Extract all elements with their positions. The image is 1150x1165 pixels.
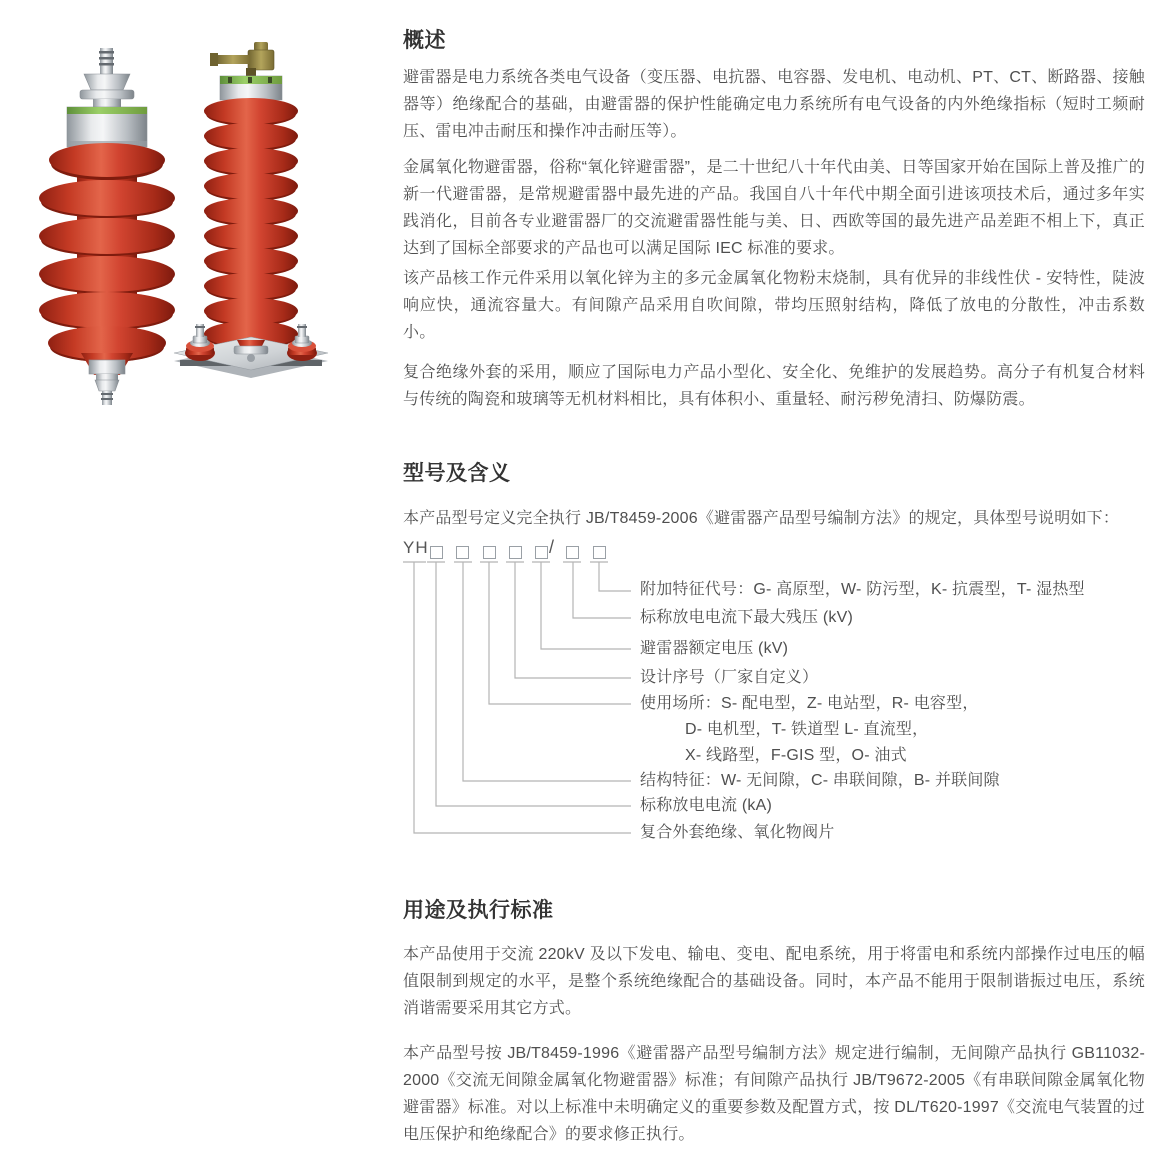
- model-label-rated-voltage: 避雷器额定电压 (kV): [640, 640, 789, 657]
- model-label-max-residual-voltage: 标称放电电流下最大残压 (kV): [640, 609, 853, 626]
- usage-paragraph-2: 本产品型号按 JB/T8459-1996《避雷器产品型号编制方法》规定进行编制，无间隙产品执行 GB11032-2000《交流无间隙金属氧化物避雷器》标准；有间隙产品执行 JB/T9672-2005《有串联间隙金属氧化物避雷器》标准。对以上标准中未明确定义的重要参数及配置方式，按 DL/T620-1997《交流电气装置的过电压保护和绝缘配合》的要求修正执行。: [403, 1045, 1145, 1143]
- overview-paragraph-4: 复合绝缘外套的采用，顺应了国际电力产品小型化、安全化、免维护的发展趋势。高分子有机复合材料与传统的陶瓷和玻璃等无机材料相比，具有体积小、重量轻、耐污秽免清扫、防爆防震。: [403, 364, 1145, 408]
- model-code-diagram: [403, 538, 1148, 850]
- model-code-prefix: YH: [403, 538, 429, 557]
- model-label-composite-housing: 复合外套绝缘、氧化物阀片: [640, 824, 835, 841]
- usage-title: 用途及执行标准: [403, 899, 554, 922]
- model-code-slash: /: [549, 537, 555, 557]
- overview-paragraph-1: 避雷器是电力系统各类电气设备（变压器、电抗器、电容器、发电机、电动机、PT、CT、断路器、接触器等）绝缘配合的基础，由避雷器的保护性能确定电力系统所有电气设备的内外绝缘指标（短时工频耐压、雷电冲击耐压和操作冲击耐压等）。: [403, 69, 1145, 140]
- usage-paragraph-1: 本产品使用于交流 220kV 及以下发电、输电、变电、配电系统，用于将雷电和系统内部操作过电压的幅值限制到规定的水平，是整个系统绝缘配合的基础设备。同时，本产品不能用于限制谐振过电压，系统消谐需要采用其它方式。: [403, 946, 1145, 1017]
- arrester-6-shed-drawing: [18, 48, 188, 406]
- overview-paragraph-2: 金属氧化物避雷器，俗称“氧化锌避雷器”，是二十世纪八十年代由美、日等国家开始在国际上普及推广的新一代避雷器，是常规避雷器中最先进的产品。我国自八十年代中期全面引进该项技术后，通过多年实践消化，目前各专业避雷器厂的交流避雷器性能与美、日、西欧等国的最先进产品差距不相上下，真正达到了国标全部要求的产品也可以满足国际 IEC 标准的要求。: [403, 159, 1145, 257]
- arrester-10-shed-drawing: [168, 40, 343, 398]
- model-label-application-line-3: X- 线路型，F-GIS 型，O- 油式: [685, 747, 907, 764]
- model-intro: 本产品型号定义完全执行 JB/T8459-2006《避雷器产品型号编制方法》的规定，具体型号说明如下：: [403, 510, 1120, 527]
- model-label-nominal-discharge-current: 标称放电电流 (kA): [640, 797, 772, 814]
- model-label-additional-feature: 附加特征代号：G- 高原型，W- 防污型，K- 抗震型，T- 湿热型: [640, 581, 1085, 598]
- model-label-structure-feature: 结构特征：W- 无间隙，C- 串联间隙，B- 并联间隙: [640, 772, 1000, 789]
- overview-title: 概述: [403, 29, 446, 52]
- model-title: 型号及含义: [403, 462, 511, 485]
- model-label-application-line-1: 使用场所：S- 配电型，Z- 电站型，R- 电容型，: [640, 695, 979, 712]
- content-column: [403, 0, 1150, 1165]
- model-label-application-line-2: D- 电机型，T- 铁道型 L- 直流型，: [685, 721, 929, 738]
- arrester-photo-10-shed: [168, 40, 343, 398]
- overview-paragraph-3: 该产品核工作元件采用以氧化锌为主的多元金属氧化物粉末烧制，具有优异的非线性伏 - 安特性，陡波响应快，通流容量大。有间隙产品采用自吹间隙，带均压照射结构，降低了放电的分散性，冲击系数小。: [403, 270, 1145, 341]
- arrester-photo-6-shed: [18, 48, 188, 406]
- model-label-design-serial: 设计序号（厂家自定义）: [640, 669, 819, 686]
